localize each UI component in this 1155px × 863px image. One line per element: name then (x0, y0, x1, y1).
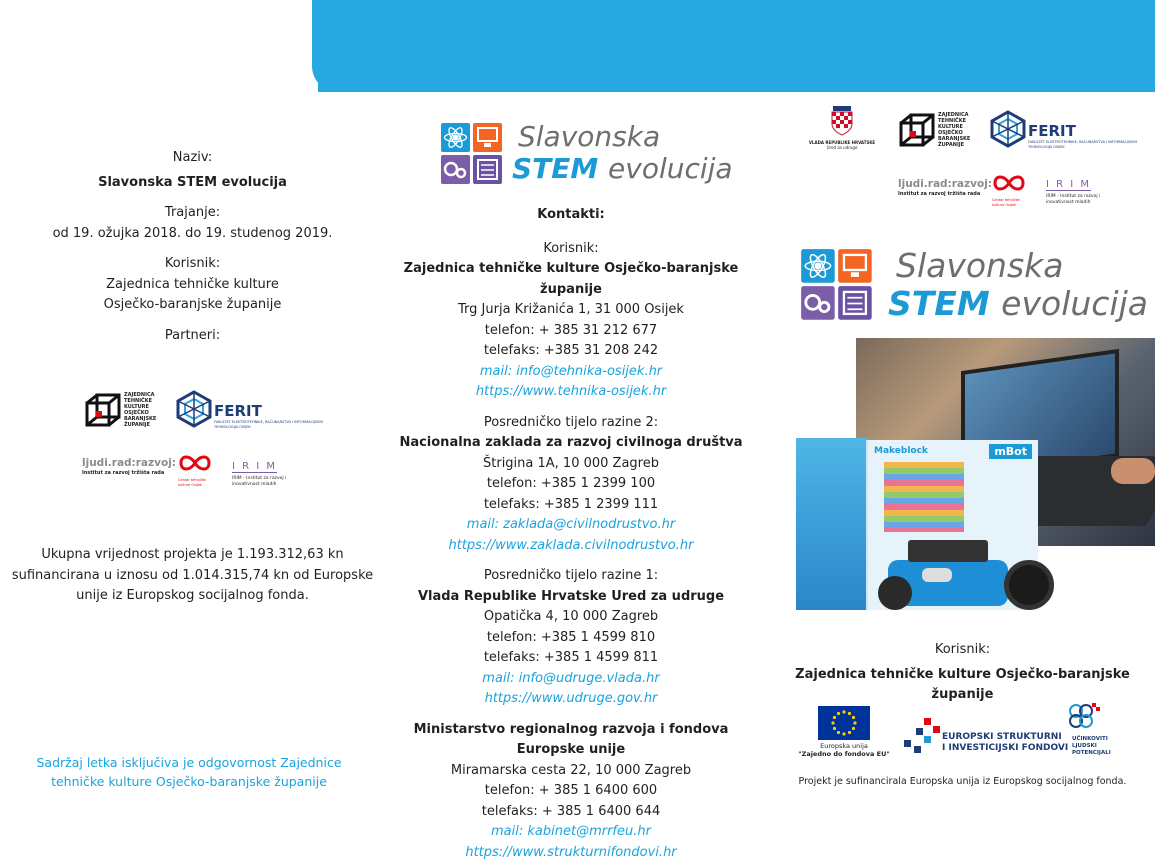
header-band-corner (312, 0, 342, 92)
ferit-logo-sub: FAKULTET ELEKTROTEHNIKE, RAČUNARSTVA I INFORMACIJSKIH TEHNOLOGIJA OSIJEK (1028, 140, 1138, 149)
stem-icons (800, 248, 874, 322)
mbot-robot (878, 540, 1056, 630)
scratch-blocks (884, 462, 964, 532)
esif-logo (902, 714, 1052, 764)
value-line3: unije iz Europskog socijalnog fonda. (0, 586, 385, 607)
k3-label: Posredničko tijelo razine 1: (385, 566, 757, 587)
stem-icons (440, 122, 504, 186)
cube-logo-icon (898, 112, 936, 150)
mbot-box (796, 438, 868, 610)
vlada-logo (800, 106, 884, 176)
ljudi-logo-sub: Institut za razvoj tržišta rada (82, 470, 174, 476)
k4-fax: telefaks: + 385 1 6400 644 (385, 802, 757, 823)
esif-text2: I INVESTICIJSKI FONDOVI (942, 743, 1068, 753)
contacts-column (385, 205, 757, 863)
k2-name: Nacionalna zaklada za razvoj civilnoga društva (385, 433, 757, 454)
k1-email-link[interactable]: mail: info@tehnika-osijek.hr (385, 362, 757, 383)
mbot-board (908, 540, 988, 562)
value-line1: Ukupna vrijednost projekta je 1.193.312,63 kn (0, 545, 385, 566)
right-korisnik-value: Zajednica tehničke kulture Osječko-baranjske županije (770, 665, 1155, 706)
left-column (0, 148, 385, 346)
k2-website-link[interactable]: https://www.zaklada.civilnodrustvo.hr (385, 536, 757, 557)
k2-phone: telefon: +385 1 2399 100 (385, 474, 757, 495)
logo-stem: STEM (888, 284, 990, 323)
logo-stem: STEM (512, 152, 598, 185)
kontakti-heading: Kontakti: (385, 205, 757, 226)
esif-squares-icon (902, 716, 942, 756)
project-value-text (0, 545, 385, 607)
k4-name: Ministarstvo regionalnog razvoja i fondova Europske unije (385, 720, 757, 761)
k1-fax: telefaks: +385 31 208 242 (385, 341, 757, 362)
mbot-box-label: mBot (989, 444, 1032, 459)
infinity-logo-icon (992, 172, 1026, 194)
project-name: Slavonska STEM evolucija (0, 173, 385, 194)
ljudi-logo-text: ljudi.rad:razvoj: (82, 457, 174, 469)
irim-logo-text: I R I M (1046, 179, 1091, 191)
footer-note: Projekt je sufinancirala Europska unija iz Europskog socijalnog fonda. (770, 776, 1155, 787)
vlada-logo-text: VLADA REPUBLIKE HRVATSKE (800, 140, 884, 145)
k2-email-link[interactable]: mail: zaklada@civilnodrustvo.hr (385, 515, 757, 536)
k3-website-link[interactable]: https://www.udruge.gov.hr (385, 689, 757, 710)
eu-text1: Europska unija (796, 742, 892, 750)
mbot-wheel-left (878, 576, 912, 610)
middle-logo (440, 120, 730, 188)
k1-address: Trg Jurja Križanića 1, 31 000 Osijek (385, 300, 757, 321)
trajanje-label: Trajanje: (0, 203, 385, 224)
irim-logo-sub: IRIM - Institut za razvoj i inovativnost mladih (1046, 194, 1114, 205)
partner-logo-irim (232, 454, 302, 488)
eu-text2: "Zajedno do fondova EU" (796, 750, 892, 758)
k3-address: Opatička 4, 10 000 Zagreb (385, 607, 757, 628)
k4-address: Miramarska cesta 22, 10 000 Zagreb (385, 761, 757, 782)
ferit-hexagon-icon (990, 110, 1026, 148)
korisnik-line1: Zajednica tehničke kulture (0, 275, 385, 296)
disclaimer-line1: Sadržaj letka isključiva je odgovornost Zajednice (0, 754, 378, 773)
zajednica-logo-text: ZAJEDNICA TEHNIČKE KULTURE OSJEČKO BARANJSKE ŽUPANIJE (124, 392, 164, 428)
right-partner-centar (992, 172, 1032, 210)
k2-address: Štrigina 1A, 10 000 Zagreb (385, 454, 757, 475)
k1-phone: telefon: + 385 31 212 677 (385, 321, 757, 342)
disclaimer-text (0, 754, 378, 791)
mbot-brand-label: Makeblock (874, 446, 928, 456)
partneri-label: Partneri: (0, 326, 385, 347)
korisnik-line2: Osječko-baranjske županije (0, 295, 385, 316)
logo-stem-evolucija (888, 284, 1148, 323)
k1-website-link[interactable]: https://www.tehnika-osijek.hr (385, 382, 757, 403)
centar-logo-text: Centar tehničke kulture Osijek (992, 198, 1032, 207)
eu-flag-icon (818, 706, 870, 740)
student-hand (1111, 458, 1155, 484)
esf-logo (1062, 702, 1122, 766)
esif-text1: EUROPSKI STRUKTURNI (942, 732, 1062, 742)
logo-slavonska: Slavonska (896, 246, 1064, 285)
ferit-logo-text: FERIT (1028, 122, 1076, 140)
irim-logo-text: I R I M (232, 461, 277, 473)
k4-email-link[interactable]: mail: kabinet@mrrfeu.hr (385, 822, 757, 843)
logo-stem-evolucija (512, 152, 733, 185)
ferit-logo-sub: FAKULTET ELEKTROTEHNIKE, RAČUNARSTVA I INFORMACIJSKIH TEHNOLOGIJA OSIJEK (214, 420, 324, 429)
partner-logo-zajednica (84, 390, 164, 432)
k3-phone: telefon: +385 1 4599 810 (385, 628, 757, 649)
eu-logo (796, 706, 892, 766)
k3-fax: telefaks: +385 1 4599 811 (385, 648, 757, 669)
partner-logo-ferit (176, 390, 326, 430)
ljudi-logo-text: ljudi.rad:razvoj: (898, 178, 990, 190)
k3-name: Vlada Republike Hrvatske Ured za udruge (385, 587, 757, 608)
k1-name: Zajednica tehničke kulture Osječko-baranjske županije (385, 259, 757, 300)
mbot-wheel-right (1004, 560, 1054, 610)
partner-logo-ljudi (82, 457, 174, 487)
header-band-white-tab (0, 0, 318, 92)
naziv-label: Naziv: (0, 148, 385, 169)
trajanje-value: od 19. ožujka 2018. do 19. studenog 2019. (0, 224, 385, 245)
ferit-hexagon-icon (176, 390, 212, 428)
k4-website-link[interactable]: https://www.strukturnifondovi.hr (385, 843, 757, 863)
mbot-sensor (922, 568, 952, 582)
vlada-logo-sub: Ured za udruge (800, 145, 884, 150)
logo-evolucija: evolucija (1001, 284, 1148, 323)
k1-label: Korisnik: (385, 239, 757, 260)
ljudi-logo-sub: Institut za razvoj tržišta rada (898, 191, 990, 197)
partner-logo-centar (178, 452, 218, 490)
right-partner-ferit (990, 110, 1140, 150)
right-partner-zajednica (898, 110, 978, 154)
korisnik-label: Korisnik: (0, 254, 385, 275)
right-partner-irim (1046, 172, 1116, 206)
right-partner-ljudi (898, 178, 990, 208)
infinity-logo-icon (178, 452, 212, 474)
k2-label: Posredničko tijelo razine 2: (385, 413, 757, 434)
logo-slavonska: Slavonska (518, 120, 660, 153)
cube-logo-icon (84, 392, 122, 430)
croatian-coat-of-arms-icon (831, 106, 853, 136)
right-korisnik (770, 640, 1155, 706)
right-korisnik-label: Korisnik: (770, 640, 1155, 661)
k2-fax: telefaks: +385 1 2399 111 (385, 495, 757, 516)
ferit-logo-text: FERIT (214, 402, 262, 420)
k3-email-link[interactable]: mail: info@udruge.vlada.hr (385, 669, 757, 690)
esf-text: UČINKOVITI LJUDSKI POTENCIJALI (1072, 736, 1114, 757)
zajednica-logo-text: ZAJEDNICA TEHNIČKE KULTURE OSJEČKO BARANJSKE ŽUPANIJE (938, 112, 978, 148)
right-logo (800, 246, 1140, 326)
disclaimer-line2: tehničke kulture Osječko-baranjske županije (0, 773, 378, 792)
irim-logo-sub: IRIM - Institut za razvoj i inovativnost mladih (232, 476, 300, 487)
centar-logo-text: Centar tehničke kulture Osijek (178, 478, 218, 487)
logo-evolucija: evolucija (608, 152, 733, 185)
esf-flower-icon (1062, 702, 1102, 732)
value-line2: sufinancirana u iznosu od 1.014.315,74 kn od Europske (0, 566, 385, 587)
k4-phone: telefon: + 385 1 6400 600 (385, 781, 757, 802)
